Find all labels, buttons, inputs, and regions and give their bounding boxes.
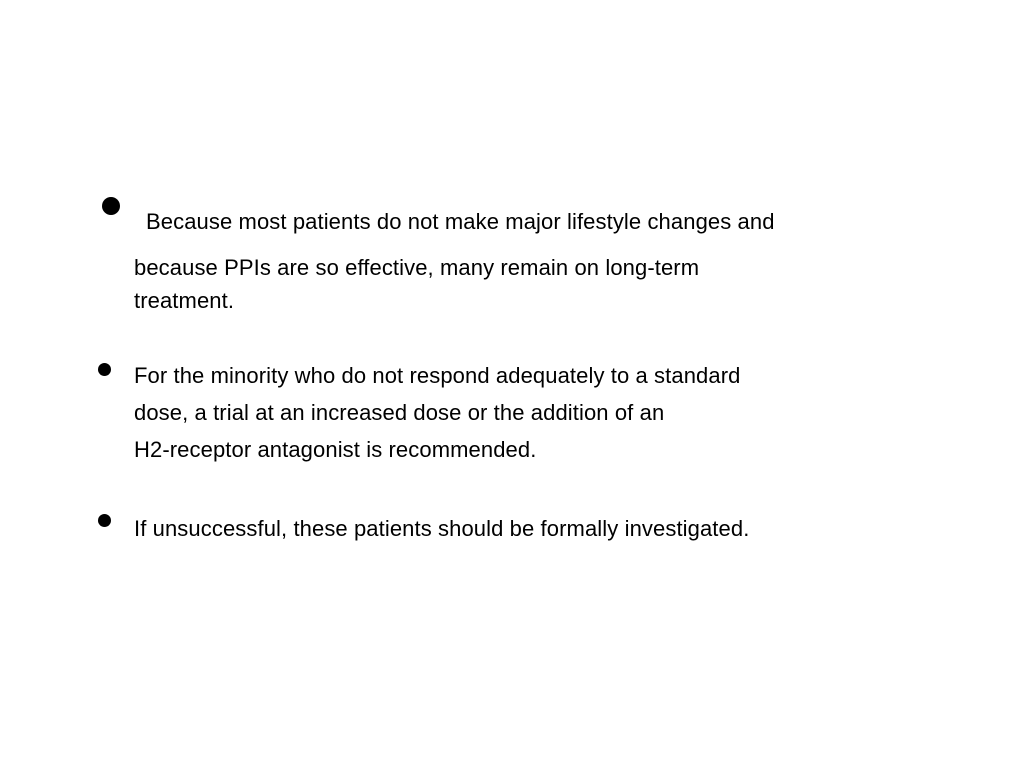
bullet-text-line: If unsuccessful, these patients should be formally investigated. xyxy=(134,516,750,541)
bullet-dot-icon xyxy=(98,363,111,376)
bullet-text-line: dose, a trial at an increased dose or the addition of an xyxy=(134,400,665,425)
bullet-text-line: Because most patients do not make major lifestyle changes and xyxy=(146,209,775,234)
bullet-text-line: For the minority who do not respond adequately to a standard xyxy=(134,363,741,388)
bullet-text-line: treatment. xyxy=(134,288,235,313)
bullet-text-line: because PPIs are so effective, many remain on long-term xyxy=(134,255,700,280)
bullet-dot-icon xyxy=(102,197,120,215)
bullet-text-line: H2-receptor antagonist is recommended. xyxy=(134,437,537,462)
bullet-dot-icon xyxy=(98,514,111,527)
